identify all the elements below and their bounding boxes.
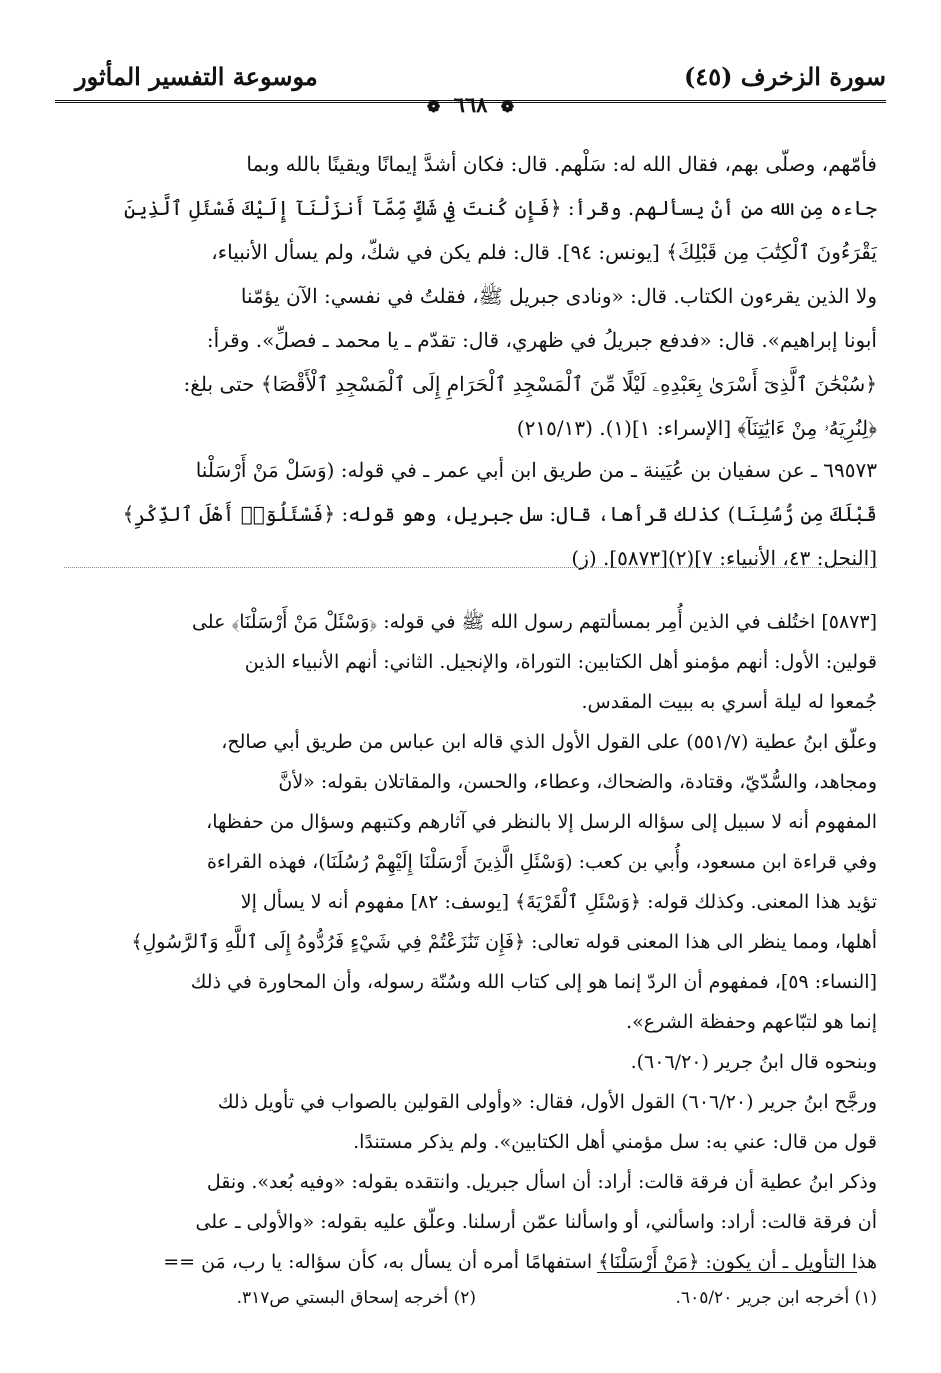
note-line: جُمعوا له ليلة أسري به ببيت المقدس. [581, 691, 877, 713]
text-line: ٦٩٥٧٣ ـ عن سفيان بن عُيَينة ـ من طريق ابن أبي عمر ـ في قوله: (وَسَلْ مَنْ أَرْسَلْنا [195, 458, 877, 482]
book-title: موسوعة التفسير المأثور [75, 62, 318, 91]
note-line: أن فرقة قالت: أراد: واسألني، أو واسألنا عمّن أرسلنا. وعلّق عليه بقوله: «والأولى ـ على [195, 1211, 877, 1233]
text-line: [النحل: ٤٣، الأنبياء: ٧](٢)[٥٨٧٣]. (ز) [571, 546, 877, 570]
page-number-row [0, 92, 941, 117]
section-divider [64, 567, 877, 568]
note-line: وبنحوه قال ابنُ جرير (٦٠٦/٢٠). [630, 1051, 877, 1073]
note-line: قولين: الأول: أنهم مؤمنو أهل الكتابين: التوراة، والإنجيل. الثاني: أنهم الأنبياء الذين [244, 651, 877, 673]
note-line: قول من قال: عني به: سل مؤمني أهل الكتابين». ولم يذكر مستندًا. [353, 1131, 877, 1153]
note-line: أهلها، ومما ينظر الى هذا المعنى قوله تعالى: ﴿فَإِن تَنَٰزَعْتُمْ فِي شَيْءٍ فَرُدُّوهُ إِلَى ٱللَّهِ وَٱلرَّسُولِ﴾ [131, 931, 877, 953]
note-line: ورجَّح ابنُ جرير (٦٠٦/٢٠) القول الأول، فقال: «وأولى القولين بالصواب في تأويل ذلك [217, 1091, 877, 1113]
text-line: جاءه مِن الله من أنْ يسألهم. وقرأ: ﴿فَإِن كُنتَ فِي شَكٍّ مِّمَّآ أَنزَلْنَآ إِلَيْكَ فَسْئَلِ ٱلَّذِينَ [124, 196, 877, 220]
text-line: قَبْلَكَ مِن رُّسُلِنَا) كذلك قرأها، قال: سل جبريل، وهو قوله: ﴿فَسْئَلُوٓا۟ أَهْلَ ٱلذِّكْرِ﴾ [122, 502, 877, 526]
note-line: هذا التأويل ـ أن يكون: ﴿مَنْ أَرْسَلْنَا﴾ استفهامًا أمره أن يسأل به، كأن سؤاله: يا رب، مَن == [163, 1251, 877, 1273]
note-line: تؤيد هذا المعنى. وكذلك قوله: ﴿وَسْئَلِ ٱلْقَرْيَةَ﴾ [يوسف: ٨٢] مفهوم أنه لا يسأل إلا [240, 891, 877, 913]
note-line: وفي قراءة ابن مسعود، وأُبي بن كعب: (وَسْئَلِ الَّذِينَ أَرْسَلْنَا إِلَيْهِمْ رُسُلَنَا)، فهذه القراءة [206, 851, 877, 873]
note-line: إنما هو لتبّاعهم وحفظة الشرع». [626, 1011, 877, 1033]
page-number: ٦٦٨ [453, 92, 488, 117]
note-line: [النساء: ٥٩]، فمفهوم أن الردّ إنما هو إلى كتاب الله وسُنّة رسوله، وأن المحاورة في ذلك [190, 971, 877, 993]
footnote-rule [597, 1272, 857, 1273]
text-line: أبونا إبراهيم». قال: «فدفع جبريلُ في ظهري، قال: تقدّم ـ يا محمد ـ فصلِّ». وقرأ: [206, 328, 877, 352]
main-text [64, 142, 877, 450]
surah-title: سورة الزخرف (٤٥) [683, 62, 886, 91]
text-line: يَقْرَءُونَ ٱلْكِتَٰبَ مِن قَبْلِكَ﴾ [يونس: ٩٤]. قال: فلم يكن في شكّ، ولم يسأل الأنبياء، [211, 240, 877, 264]
note-line: المفهوم أنه لا سبيل إلى سؤاله الرسل إلا بالنظر في آثارهم وكتبهم وسؤال من حفظها، [206, 811, 877, 833]
note-line: وعلّق ابنُ عطية (٥٥١/٧) على القول الأول الذي قاله ابن عباس من طريق أبي صالح، [221, 731, 877, 753]
text-line: فأمّهم، وصلّى بهم، فقال الله له: سَلْهم. قال: فكان أشدَّ إيمانًا ويقينًا بالله وبما [246, 152, 877, 176]
ornament-icon: ❁ [426, 97, 441, 116]
ornament-icon: ❁ [500, 97, 515, 116]
text-line: ﴿سُبْحَٰنَ ٱلَّذِىٓ أَسْرَىٰ بِعَبْدِهِۦ لَيْلًا مِّنَ ٱلْمَسْجِدِ ٱلْحَرَامِ إِلَى ٱلْمَسْجِدِ ٱلْأَقْصَا﴾ حتى بلغ: [183, 372, 877, 396]
note-line: ومجاهد، والسُّدّيّ، وقتادة، والضحاك، وعطاء، والحسن، والمقاتلان بقوله: «لأنَّ [278, 771, 877, 793]
text-line: ﴿لِنُرِيَهُۥ مِنْ ءَايَٰتِنَآ﴾ [الإسراء: ١](١). (٢١٥/١٣) [516, 416, 877, 440]
hadith-69573 [64, 448, 877, 580]
commentary-note [64, 602, 877, 1282]
text-line: ولا الذين يقرءون الكتاب. قال: «ونادى جبريل ﷺ، فقلتُ في نفسي: الآن يؤمّنا [240, 284, 877, 308]
note-line: وذكر ابنُ عطية أن فرقة قالت: أراد: أن اسأل جبريل. وانتقده بقوله: «وفيه بُعد». ونقل [206, 1171, 877, 1193]
footnote-1: (١) أخرجه ابن جرير ٦٠٥/٢٠. [675, 1288, 877, 1308]
footnote-2: (٢) أخرجه إسحاق البستي ص٣١٧. [236, 1288, 476, 1308]
note-line: [٥٨٧٣] اختُلف في الذين أُمِر بمسألتهم رسول الله ﷺ في قوله: ﴿وَسْئَلْ مَنْ أَرْسَلْنَا﴾ على [191, 611, 877, 633]
